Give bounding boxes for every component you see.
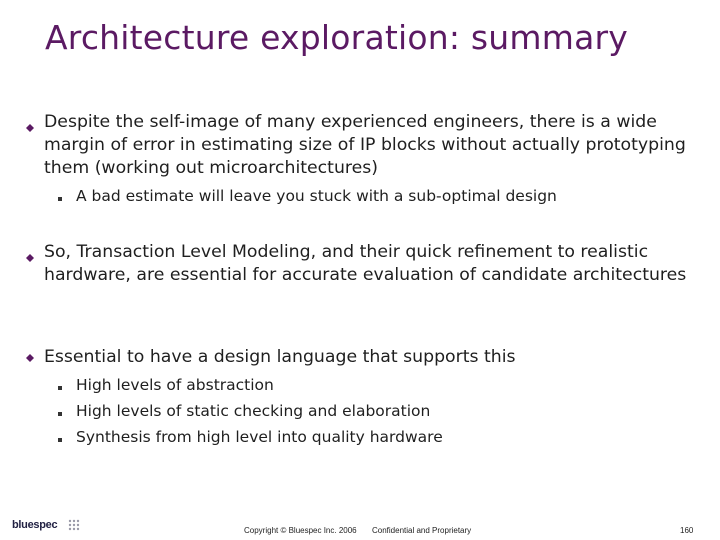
bullet-3-sub-2: High levels of static checking and elaboration — [76, 402, 431, 420]
sub-bullet-marker — [58, 386, 62, 390]
bluespec-logo — [12, 518, 82, 534]
bullet-marker-icon — [26, 254, 34, 262]
footer-confidential: Confidential and Proprietary — [372, 526, 472, 535]
logo-text: bluespec — [12, 519, 58, 531]
slide-title: Architecture exploration: summary — [45, 18, 629, 57]
bullet-3-text: Essential to have a design language that supports this — [44, 347, 516, 367]
footer-copyright: Copyright © Bluespec Inc. 2006 — [244, 526, 357, 535]
bullet-1-sub-1: A bad estimate will leave you stuck with a sub-optimal design — [76, 187, 557, 205]
page-number: 160 — [680, 526, 694, 535]
bullet-2-text: So, Transaction Level Modeling, and their quick refinement to realistic hardware, are essential for accurate evaluation of candidate architectures — [44, 242, 687, 285]
bullet-3-sub-3: Synthesis from high level into quality hardware — [76, 428, 443, 446]
sub-bullet-marker — [58, 412, 62, 416]
logo-mark-icon — [67, 518, 81, 532]
bullet-marker-icon — [26, 354, 34, 362]
bullet-marker-icon — [26, 124, 34, 132]
bullet-1-text: Despite the self-image of many experienced engineers, there is a wide margin of error in estimating size of IP blocks without actually prototyping them (working out microarchitectures) — [44, 112, 686, 178]
bullet-3-sub-1: High levels of abstraction — [76, 376, 274, 394]
sub-bullet-marker — [58, 438, 62, 442]
sub-bullet-marker — [58, 197, 62, 201]
